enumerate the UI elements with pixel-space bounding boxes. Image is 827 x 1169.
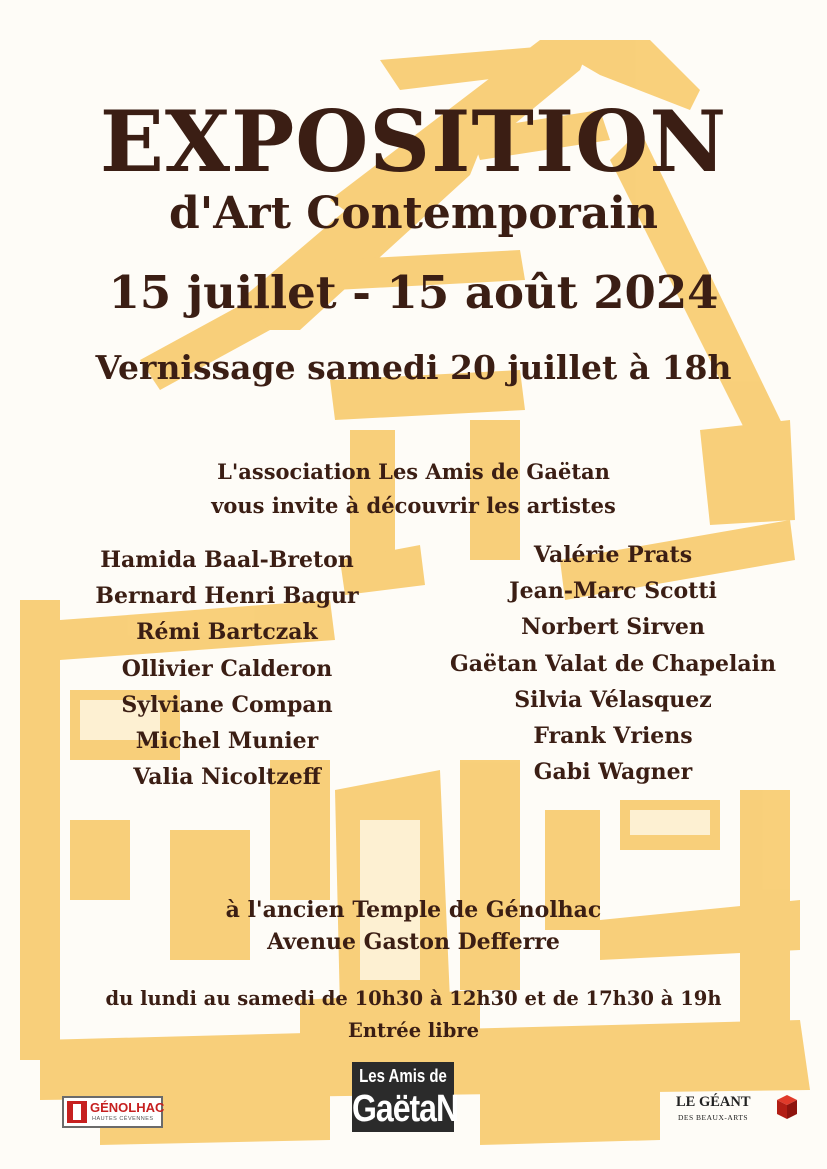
artist-name: Jean-Marc Scotti bbox=[509, 578, 717, 605]
artist-name: Ollivier Calderon bbox=[121, 655, 333, 682]
poster-subtitle: d'Art Contemporain bbox=[169, 188, 658, 239]
artists-left-column bbox=[27, 542, 427, 795]
genolhac-logo-subtitle: HAUTES CÉVENNES bbox=[92, 1116, 154, 1122]
artist-name: Rémi Bartczak bbox=[136, 619, 318, 646]
amis-logo-line-1: Les Amis de bbox=[359, 1066, 447, 1087]
intro-line-1: L'association Les Amis de Gaëtan bbox=[217, 459, 610, 484]
artist-name: Gaëtan Valat de Chapelain bbox=[450, 650, 776, 677]
artist-name: Valérie Prats bbox=[533, 542, 693, 568]
venue-line-2: Avenue Gaston Defferre bbox=[267, 929, 560, 955]
exhibition-dates: 15 juillet - 15 août 2024 bbox=[108, 266, 719, 319]
artists-right-column bbox=[413, 537, 813, 790]
intro-line-2: vous invite à découvrir les artistes bbox=[211, 493, 616, 518]
artist-name: Gabi Wagner bbox=[533, 759, 693, 786]
venue-line-1: à l'ancien Temple de Génolhac bbox=[225, 897, 602, 923]
genolhac-logo-name: GÉNOLHAC bbox=[90, 1100, 165, 1115]
artist-name: Silvia Vélasquez bbox=[514, 686, 712, 713]
red-tower-icon bbox=[67, 1101, 87, 1123]
artist-name: Michel Munier bbox=[135, 727, 319, 754]
amis-de-gaetan-logo bbox=[352, 1062, 459, 1132]
entry-info: Entrée libre bbox=[347, 1019, 480, 1042]
opening-hours: du lundi au samedi de 10h30 à 12h30 et de 17h30 à 19h bbox=[105, 987, 722, 1010]
amis-logo-line-2: GaëtaN bbox=[352, 1086, 459, 1130]
artist-name: Sylviane Compan bbox=[121, 691, 333, 718]
vernissage-info: Vernissage samedi 20 juillet à 18h bbox=[95, 348, 732, 387]
geant-beaux-arts-logo bbox=[672, 1092, 802, 1128]
red-cube-icon bbox=[776, 1094, 798, 1120]
poster-title: EXPOSITION bbox=[99, 92, 728, 191]
artist-name: Hamida Baal-Breton bbox=[100, 547, 354, 573]
genolhac-logo bbox=[62, 1096, 163, 1128]
geant-logo-line-2: DES BEAUX-ARTS bbox=[678, 1113, 749, 1122]
geant-logo-line-1: LE GÉANT bbox=[676, 1094, 751, 1110]
artist-name: Norbert Sirven bbox=[521, 614, 705, 641]
artist-name: Frank Vriens bbox=[533, 722, 693, 749]
artist-name: Valia Nicoltzeff bbox=[133, 764, 321, 791]
artist-name: Bernard Henri Bagur bbox=[95, 583, 359, 610]
